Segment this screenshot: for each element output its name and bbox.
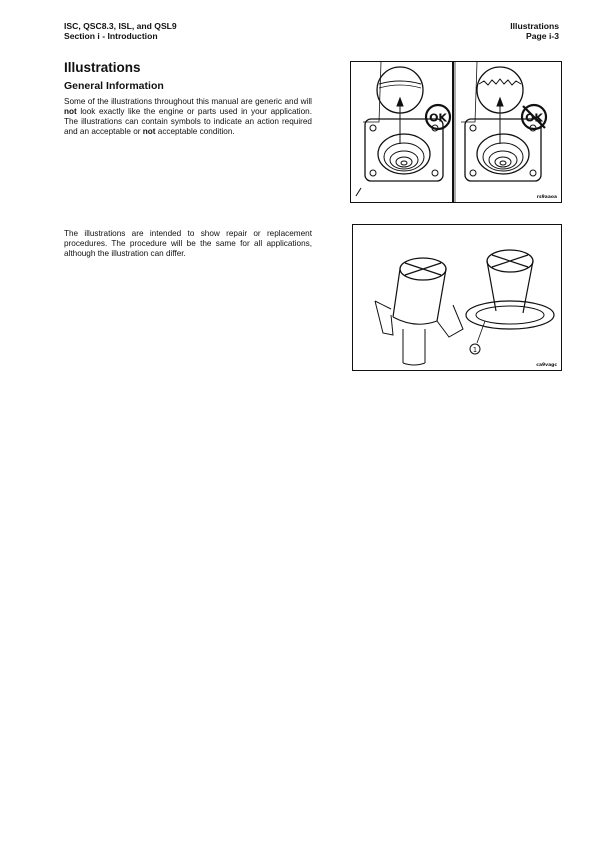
figure-code: rs9aaoa xyxy=(536,195,557,200)
left-part xyxy=(375,258,463,365)
section-title: Section i - Introduction xyxy=(64,31,158,41)
page-title: Illustrations xyxy=(64,60,141,75)
para1-text-3: acceptable condition. xyxy=(155,127,235,136)
manual-title: ISC, QSC8.3, ISL, and QSL9 xyxy=(64,21,177,31)
figure-code: ca9vagc xyxy=(536,363,557,368)
procedure-paragraph: The illustrations are intended to show repair or replacement procedures. The procedure will be the same for all applications, although the illustration can differ. xyxy=(64,229,312,258)
page-header-right xyxy=(510,21,559,41)
para1-bold-1: not xyxy=(64,107,77,116)
ok-not-ok-illustration xyxy=(350,61,562,203)
callout-1-number: 1 xyxy=(472,346,478,354)
ok-symbol-text: OK xyxy=(429,111,447,125)
para1-bold-2: not xyxy=(142,127,156,136)
ok-not-ok-drawing xyxy=(351,62,561,202)
parts-illustration xyxy=(352,224,562,371)
running-head: Illustrations xyxy=(510,21,559,31)
page-number: Page i-3 xyxy=(526,31,559,41)
para1-text-1: Some of the illustrations throughout this manual are generic and will xyxy=(64,97,312,106)
para1-text-2: look exactly like the engine or parts used in your application. The illustrations can contain symbols to indicate an action required and an acceptable or xyxy=(64,107,312,136)
left-panel-good-part xyxy=(356,62,443,196)
general-info-paragraph xyxy=(64,97,312,137)
right-part xyxy=(466,250,554,343)
parts-drawing xyxy=(353,225,561,370)
page-header-left xyxy=(64,21,177,41)
not-ok-symbol-text: OK xyxy=(525,111,543,125)
section-heading: General Information xyxy=(64,80,164,92)
